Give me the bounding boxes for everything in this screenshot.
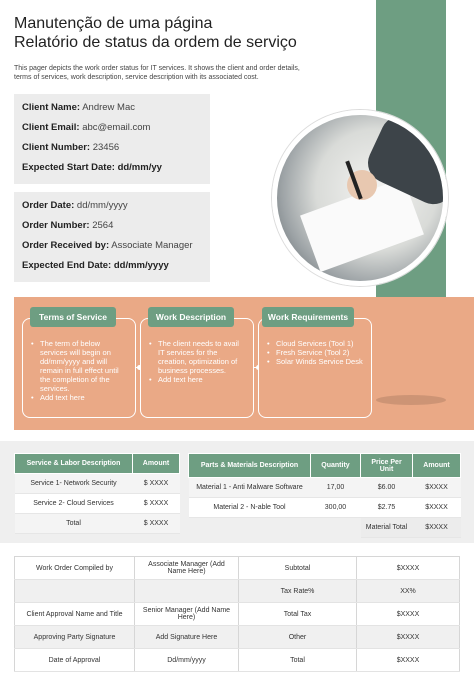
table-row — [15, 603, 460, 626]
table-cell: 300,00 — [311, 498, 361, 518]
order-received-row — [22, 240, 202, 251]
start-date-row — [22, 162, 202, 173]
list-item: • Solar Winds Service Desk — [267, 357, 365, 366]
table-cell: $XXXX — [357, 626, 460, 649]
table-cell: Approving Party Signature — [15, 626, 135, 649]
parts-materials-table — [188, 453, 461, 538]
table-cell: $ XXXX — [133, 474, 180, 494]
column-header: Price Per Unit — [361, 454, 413, 478]
empty-cell — [189, 518, 311, 538]
work-description-header: Work Description — [148, 307, 234, 327]
work-requirements-list — [267, 339, 365, 366]
table-row — [15, 580, 460, 603]
table-cell: $XXXX — [413, 478, 461, 498]
table-cell: Work Order Compiled by — [15, 557, 135, 580]
table-row — [15, 626, 460, 649]
table-cell: Material 2 - N-able Tool — [189, 498, 311, 518]
table-header-row — [15, 454, 180, 474]
table-cell: $XXXX — [357, 557, 460, 580]
table-cell — [15, 580, 135, 603]
service-labor-table — [14, 453, 180, 534]
end-date-row — [22, 260, 202, 271]
table-cell: $ XXXX — [133, 514, 180, 534]
table-row — [189, 518, 461, 538]
order-date-label: Order Date: — [22, 200, 75, 211]
client-name-row — [22, 102, 202, 113]
order-date-value: dd/mm/yyyy — [76, 200, 128, 211]
title-line-2: Relatório de status da ordem de serviço — [14, 34, 297, 51]
column-header: Amount — [133, 454, 180, 474]
column-header: Amount — [413, 454, 461, 478]
client-email-row — [22, 122, 202, 133]
table-cell — [135, 580, 239, 603]
order-number-label: Order Number: — [22, 220, 90, 231]
table-cell: $ XXXX — [133, 494, 180, 514]
table-row — [15, 649, 460, 672]
order-received-value: Associate Manager — [111, 240, 193, 251]
order-info-box — [14, 192, 210, 282]
order-number-row — [22, 220, 202, 231]
page-title — [14, 14, 297, 52]
table-cell: $2.75 — [361, 498, 413, 518]
list-item: • Add text here — [149, 375, 247, 384]
table-cell: $XXXX — [357, 649, 460, 672]
table-cell: Material 1 - Anti Malware Software — [189, 478, 311, 498]
table-cell: Total — [15, 514, 133, 534]
table-cell: Other — [239, 626, 357, 649]
work-requirements-card — [258, 318, 372, 418]
end-date-value: dd/mm/yyyy — [113, 260, 169, 271]
table-cell: Associate Manager (Add Name Here) — [135, 557, 239, 580]
material-total-label: Material Total — [361, 518, 413, 538]
work-description-card — [140, 318, 254, 418]
table-cell: Total Tax — [239, 603, 357, 626]
start-date-value: dd/mm/yy — [117, 162, 162, 173]
order-date-row — [22, 200, 202, 211]
list-item: • Add text here — [31, 393, 129, 402]
table-row — [15, 557, 460, 580]
column-header: Service & Labor Description — [15, 454, 133, 474]
list-item: • The client needs to avail IT services for the creation, optimization of business processes. — [149, 339, 247, 375]
signing-document-photo — [272, 110, 448, 286]
table-cell: Subtotal — [239, 557, 357, 580]
table-cell: Service 1- Network Security — [15, 474, 133, 494]
client-name-value: Andrew Mac — [82, 102, 136, 113]
title-line-1: Manutenção de uma página — [14, 15, 213, 32]
terms-list — [31, 339, 129, 402]
client-email-value: abc@email.com — [82, 122, 151, 133]
table-cell: Add Signature Here — [135, 626, 239, 649]
table-row — [189, 498, 461, 518]
approval-summary-table — [14, 556, 460, 672]
terms-of-service-header: Terms of Service — [30, 307, 116, 327]
list-item: • The term of below services will begin on dd/mm/yyyy and will remain in full effect until the completion of the services. — [31, 339, 129, 393]
end-date-label: Expected End Date: — [22, 260, 112, 271]
order-number-value: 2564 — [92, 220, 114, 231]
client-info-box — [14, 94, 210, 184]
table-cell: XX% — [357, 580, 460, 603]
table-cell: Dd/mm/yyyy — [135, 649, 239, 672]
table-row — [189, 478, 461, 498]
material-total-value: $XXXX — [413, 518, 461, 538]
order-received-label: Order Received by: — [22, 240, 110, 251]
table-cell: Client Approval Name and Title — [15, 603, 135, 626]
table-cell: Date of Approval — [15, 649, 135, 672]
work-requirements-header: Work Requirements — [262, 307, 354, 327]
list-item: • Cloud Services (Tool 1) — [267, 339, 365, 348]
table-cell: $XXXX — [357, 603, 460, 626]
client-name-label: Client Name: — [22, 102, 81, 113]
client-number-label: Client Number: — [22, 142, 91, 153]
start-date-label: Expected Start Date: — [22, 162, 115, 173]
terms-of-service-card — [22, 318, 136, 418]
table-cell: $6.00 — [361, 478, 413, 498]
table-row — [15, 494, 180, 514]
list-item: • Fresh Service (Tool 2) — [267, 348, 365, 357]
table-cell: $XXXX — [413, 498, 461, 518]
empty-cell — [311, 518, 361, 538]
table-header-row — [189, 454, 461, 478]
client-number-row — [22, 142, 202, 153]
table-cell: Service 2- Cloud Services — [15, 494, 133, 514]
table-row — [15, 474, 180, 494]
table-cell: Senior Manager (Add Name Here) — [135, 603, 239, 626]
accent-band-shadow — [376, 395, 446, 405]
table-cell: 17,00 — [311, 478, 361, 498]
table-cell: Total — [239, 649, 357, 672]
column-header: Quantity — [311, 454, 361, 478]
table-row — [15, 514, 180, 534]
table-cell: Tax Rate% — [239, 580, 357, 603]
client-email-label: Client Email: — [22, 122, 80, 133]
page-description: This pager depicts the work order status for IT services. It shows the client and order details, terms of services, work description, service description with its associated cost. — [14, 65, 300, 81]
column-header: Parts & Materials Description — [189, 454, 311, 478]
work-description-list — [149, 339, 247, 384]
client-number-value: 23456 — [92, 142, 120, 153]
